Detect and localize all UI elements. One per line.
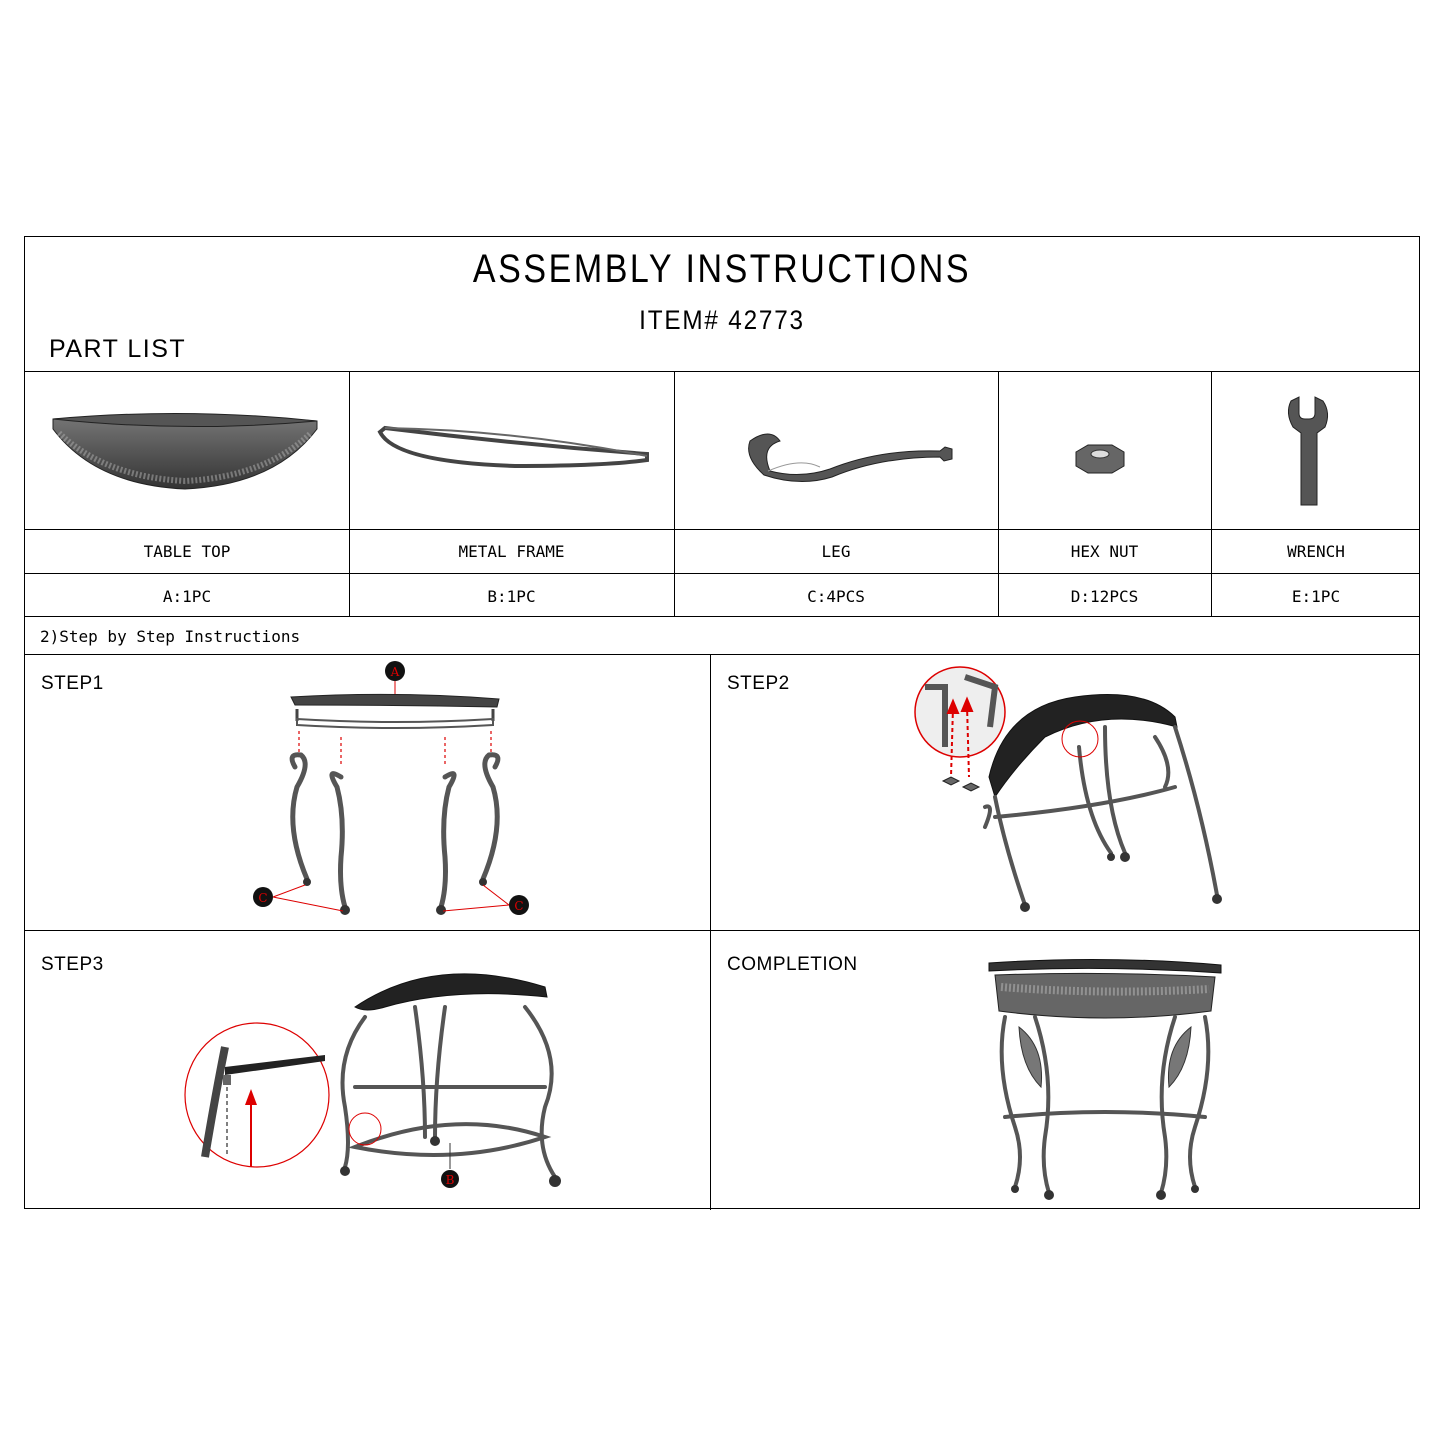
step3-illustration (185, 957, 605, 1197)
part-list-heading: PART LIST (49, 335, 187, 363)
part-name-hex-nut: HEX NUT (1070, 542, 1139, 561)
divider (998, 371, 999, 616)
instruction-sheet (24, 236, 1420, 1209)
step2-label: STEP2 (727, 673, 790, 694)
completion-label: COMPLETION (727, 954, 858, 975)
marker-a: A (390, 665, 400, 679)
divider (1211, 371, 1212, 616)
divider (349, 371, 350, 616)
marker-c-right: C (514, 899, 524, 913)
table-top-illustration (45, 407, 325, 507)
wrench-icon (1287, 397, 1337, 512)
divider (25, 930, 1419, 931)
item-number: ITEM# 42773 (639, 305, 805, 335)
metal-frame-illustration (375, 422, 655, 482)
divider (25, 616, 1419, 617)
divider (25, 573, 1419, 574)
part-qty-leg: C:4PCS (807, 587, 865, 606)
part-qty-hex-nut: D:12PCS (1070, 587, 1139, 606)
step3-label: STEP3 (41, 954, 104, 975)
divider (710, 654, 711, 1210)
step1-label: STEP1 (41, 673, 104, 694)
marker-c-left: C (258, 891, 268, 905)
completion-illustration (985, 957, 1225, 1197)
instructions-heading: 2)Step by Step Instructions (40, 627, 301, 646)
page-title: ASSEMBLY INSTRUCTIONS (472, 247, 972, 291)
leg-illustration (740, 427, 980, 487)
part-qty-wrench: E:1PC (1291, 587, 1341, 606)
divider (25, 654, 1419, 655)
marker-b: B (445, 1173, 455, 1187)
part-name-leg: LEG (821, 542, 851, 561)
divider (25, 371, 1419, 372)
part-qty-table-top: A:1PC (162, 587, 212, 606)
step1-illustration (245, 657, 545, 927)
part-name-table-top: TABLE TOP (143, 542, 231, 561)
step2-illustration (905, 667, 1245, 927)
part-name-metal-frame: METAL FRAME (458, 542, 565, 561)
hex-nut-illustration (1070, 442, 1130, 482)
divider (674, 371, 675, 616)
part-qty-metal-frame: B:1PC (487, 587, 536, 606)
part-name-wrench: WRENCH (1287, 542, 1345, 561)
divider (25, 529, 1419, 530)
